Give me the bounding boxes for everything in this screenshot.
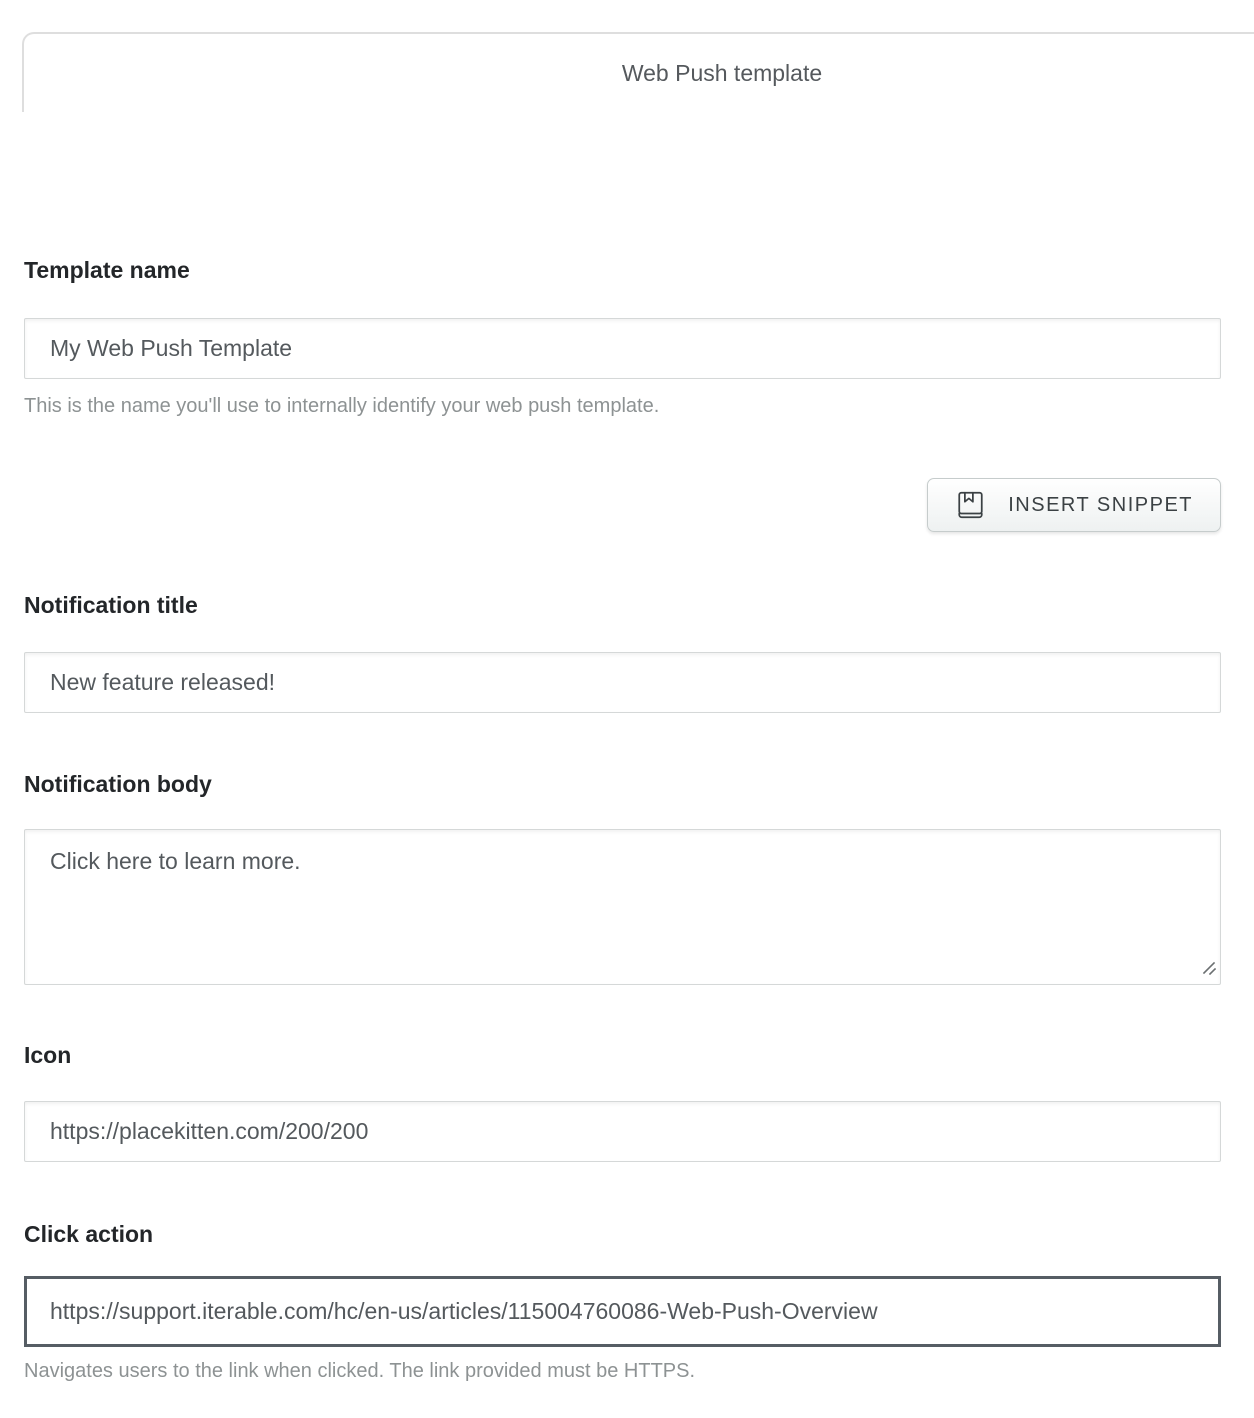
click-action-input[interactable] bbox=[24, 1276, 1221, 1347]
notification-body-label: Notification body bbox=[24, 771, 212, 797]
notification-body-wrap bbox=[24, 829, 1221, 985]
template-name-label: Template name bbox=[24, 257, 190, 283]
page-title: Web Push template bbox=[621, 60, 823, 86]
notification-body-textarea[interactable] bbox=[24, 829, 1221, 985]
template-type-tab-panel bbox=[22, 32, 1254, 112]
snippet-button-row bbox=[24, 478, 1221, 532]
template-name-help: This is the name you'll use to internally identify your web push template. bbox=[24, 395, 660, 417]
icon-url-input[interactable] bbox=[24, 1101, 1221, 1162]
insert-snippet-label: INSERT SNIPPET bbox=[1008, 493, 1193, 516]
icon-url-label: Icon bbox=[24, 1042, 72, 1068]
insert-snippet-button[interactable] bbox=[927, 478, 1221, 532]
click-action-help: Navigates users to the link when clicked. The link provided must be HTTPS. bbox=[24, 1360, 696, 1382]
notification-title-label: Notification title bbox=[24, 592, 198, 618]
template-name-input[interactable] bbox=[24, 318, 1221, 379]
book-bookmark-icon bbox=[955, 490, 986, 520]
notification-title-input[interactable] bbox=[24, 652, 1221, 713]
web-push-template-form bbox=[24, 256, 1221, 1383]
click-action-label: Click action bbox=[24, 1221, 154, 1247]
